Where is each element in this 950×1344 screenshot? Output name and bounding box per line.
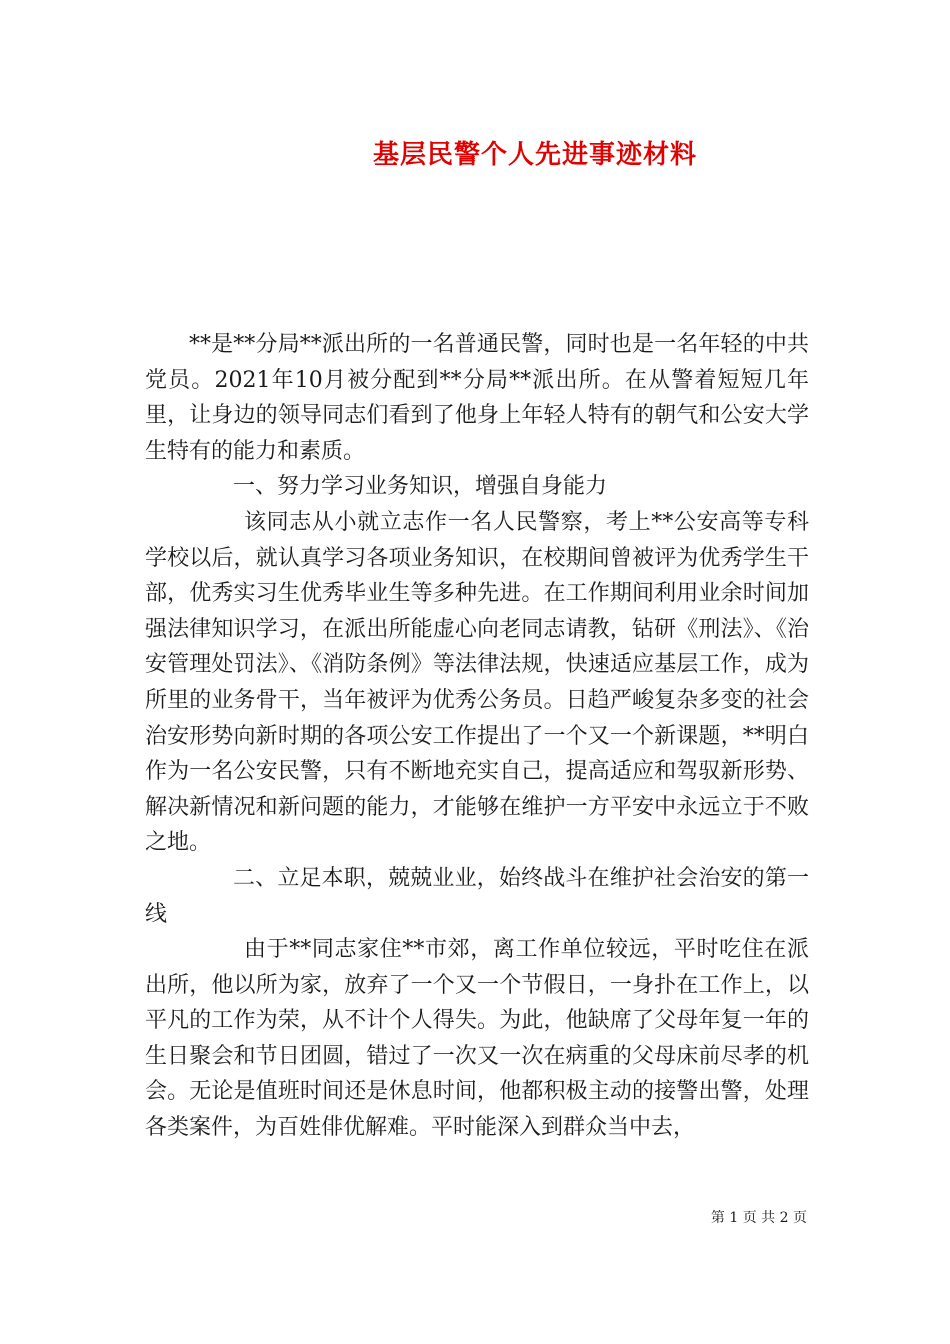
section-2-paragraph: 由于**同志家住**市郊，离工作单位较远，平时吃住在派出所，他以所为家，放弃了一个又一个节假日，一身扑在工作上，以平凡的工作为荣，从不计个人得失。为此，他缺席了父母年复一年的生日聚会和节日团圆，错过了一次又一次在病重的父母床前尽孝的机会。无论是值班时间还是休息时间，他都积极主动的接警出警，处理各类案件，为百姓俳优解难。平时能深入到群众当中去， (145, 937, 809, 1141)
page-number-footer: 第 1 页 共 2 页 (710, 1210, 807, 1226)
document-body (145, 327, 809, 1146)
section-1-paragraph: 该同志从小就立志作一名人民警察，考上**公安高等专科学校以后，就认真学习各项业务知识，在校期间曾被评为优秀学生干部，优秀实习生优秀毕业生等多种先进。在工作期间利用业余时间加强法律知识学习，在派出所能虚心向老同志请教，钻研《刑法》、《治安管理处罚法》、《消防条例》等法律法规，快速适应基层工作，成为所里的业务骨干，当年被评为优秀公务员。日趋严峻复杂多变的社会治安形势向新时期的各项公安工作提出了一个又一个新课题，**明白作为一名公安民警，只有不断地充实自己，提高适应和驾驭新形势、解决新情况和新问题的能力，才能够在维护一方平安中永远立于不败之地。 (145, 509, 809, 856)
intro-paragraph: **是**分局**派出所的一名普通民警，同时也是一名年轻的中共党员。2021年10月被分配到**分局**派出所。在从警着短短几年里，让身边的领导同志们看到了他身上年轻人特有的朝气和公安大学生特有的能力和素质。 (145, 332, 809, 464)
section-heading-1: 一、努力学习业务知识，增强自身能力 (233, 474, 608, 500)
section-heading-2: 二、立足本职，兢兢业业，始终战斗在维护社会治安的第一线 (145, 865, 809, 927)
document-title: 基层民警个人先进事迹材料 (372, 140, 697, 170)
